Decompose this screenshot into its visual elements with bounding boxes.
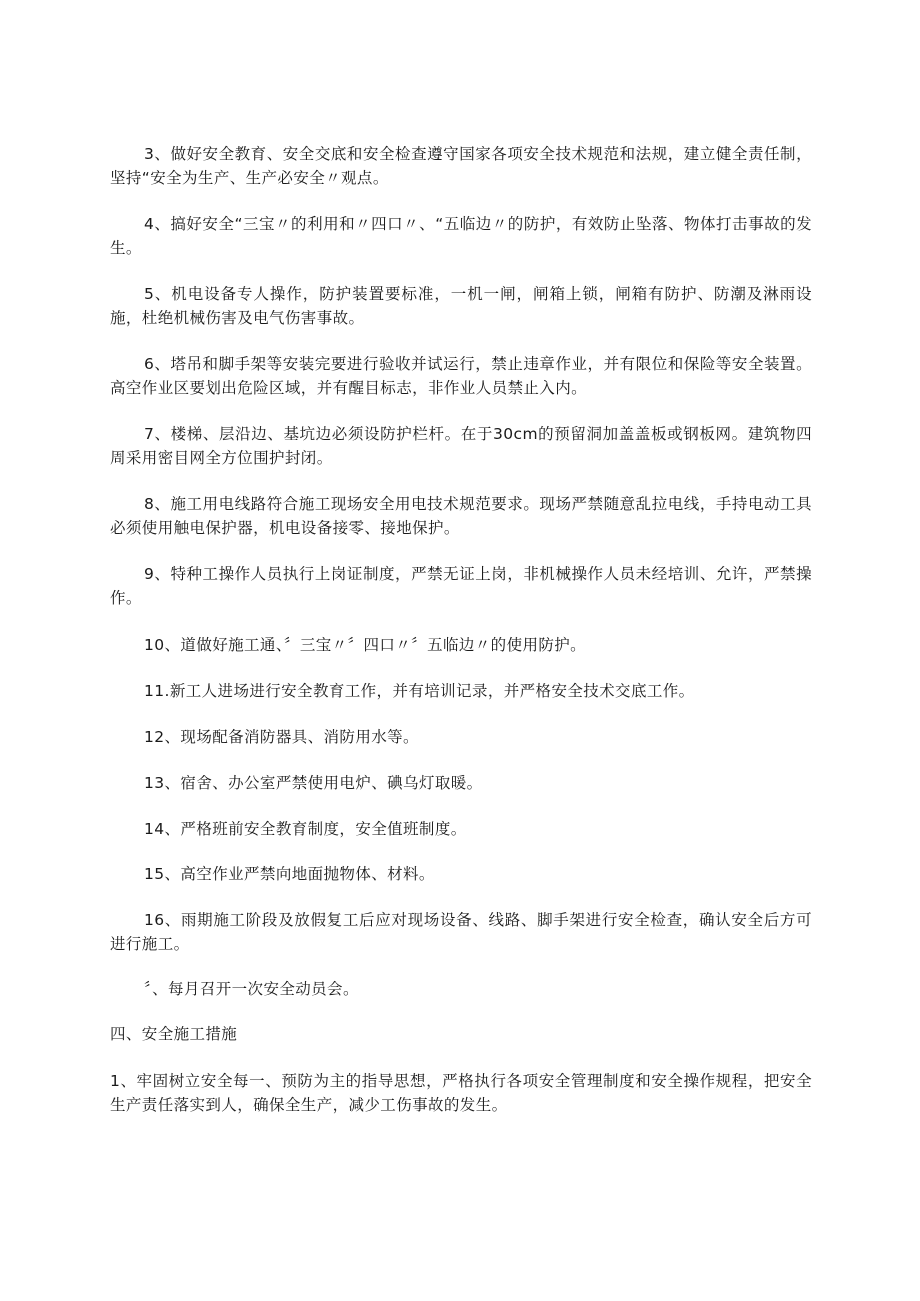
paragraph-item-11: 11.新工人进场进行安全教育工作，并有培训记录，并严格安全技术交底工作。 (144, 682, 695, 700)
paragraph-item-13: 13、宿舍、办公室严禁使用电炉、碘乌灯取暖。 (144, 774, 483, 792)
paragraph-item-15: 15、高空作业严禁向地面抛物体、材料。 (144, 865, 435, 883)
paragraph-item-4: 4、搞好安全“三宝〃的利用和〃四口〃、“五临边〃的防护，有效防止坠落、物体打击事故的发生。 (110, 215, 812, 257)
paragraph-item-3: 3、做好安全教育、安全交底和安全检查遵守国家各项安全技术规范和法规，建立健全责任制，坚持“安全为生产、生产必安全〃观点。 (110, 145, 812, 187)
paragraph-item-14: 14、严格班前安全教育制度，安全值班制度。 (144, 820, 467, 838)
paragraph-item-6: 6、塔吊和脚手架等安装完要进行验收并试运行，禁止违章作业，并有限位和保险等安全装置。高空作业区要划出危险区域，并有醒目标志，非作业人员禁止入内。 (110, 355, 812, 397)
paragraph-item-16: 16、雨期施工阶段及放假复工后应对现场设备、线路、脚手架进行安全检查，确认安全后方可进行施工。 (110, 911, 812, 953)
paragraph-item-5: 5、机电设备专人操作，防护装置要标准，一机一闸，闸箱上锁，闸箱有防护、防潮及淋雨设施，杜绝机械伤害及电气伤害事故。 (110, 285, 812, 327)
paragraph-item-8: 8、施工用电线路符合施工现场安全用电技术规范要求。现场严禁随意乱拉电线，手持电动工具必须使用触电保护器，机电设备接零、接地保护。 (110, 495, 812, 537)
paragraph-item-7: 7、楼梯、层沿边、基坑边必须设防护栏杆。在于30cm的预留洞加盖盖板或钢板网。建筑物四周采用密目网全方位围护封闭。 (110, 425, 812, 467)
paragraph-item-9: 9、特种工操作人员执行上岗证制度，严禁无证上岗，非机械操作人员未经培训、允许，严禁操作。 (110, 565, 812, 607)
section-heading: 四、安全施工措施 (110, 1025, 238, 1043)
paragraph-item-17: 〞、每月召开一次安全动员会。 (144, 980, 359, 998)
paragraph-item-12: 12、现场配备消防器具、消防用水等。 (144, 728, 419, 746)
measure-paragraph-1: 1、牢固树立安全每一、预防为主的指导思想，严格执行各项安全管理制度和安全操作规程，把安全生产责任落实到人，确保全生产，减少工伤事故的发生。 (110, 1072, 812, 1114)
paragraph-item-10: 10、道做好施工通、〞三宝〃〞四口〃〞五临边〃的使用防护。 (144, 636, 587, 654)
